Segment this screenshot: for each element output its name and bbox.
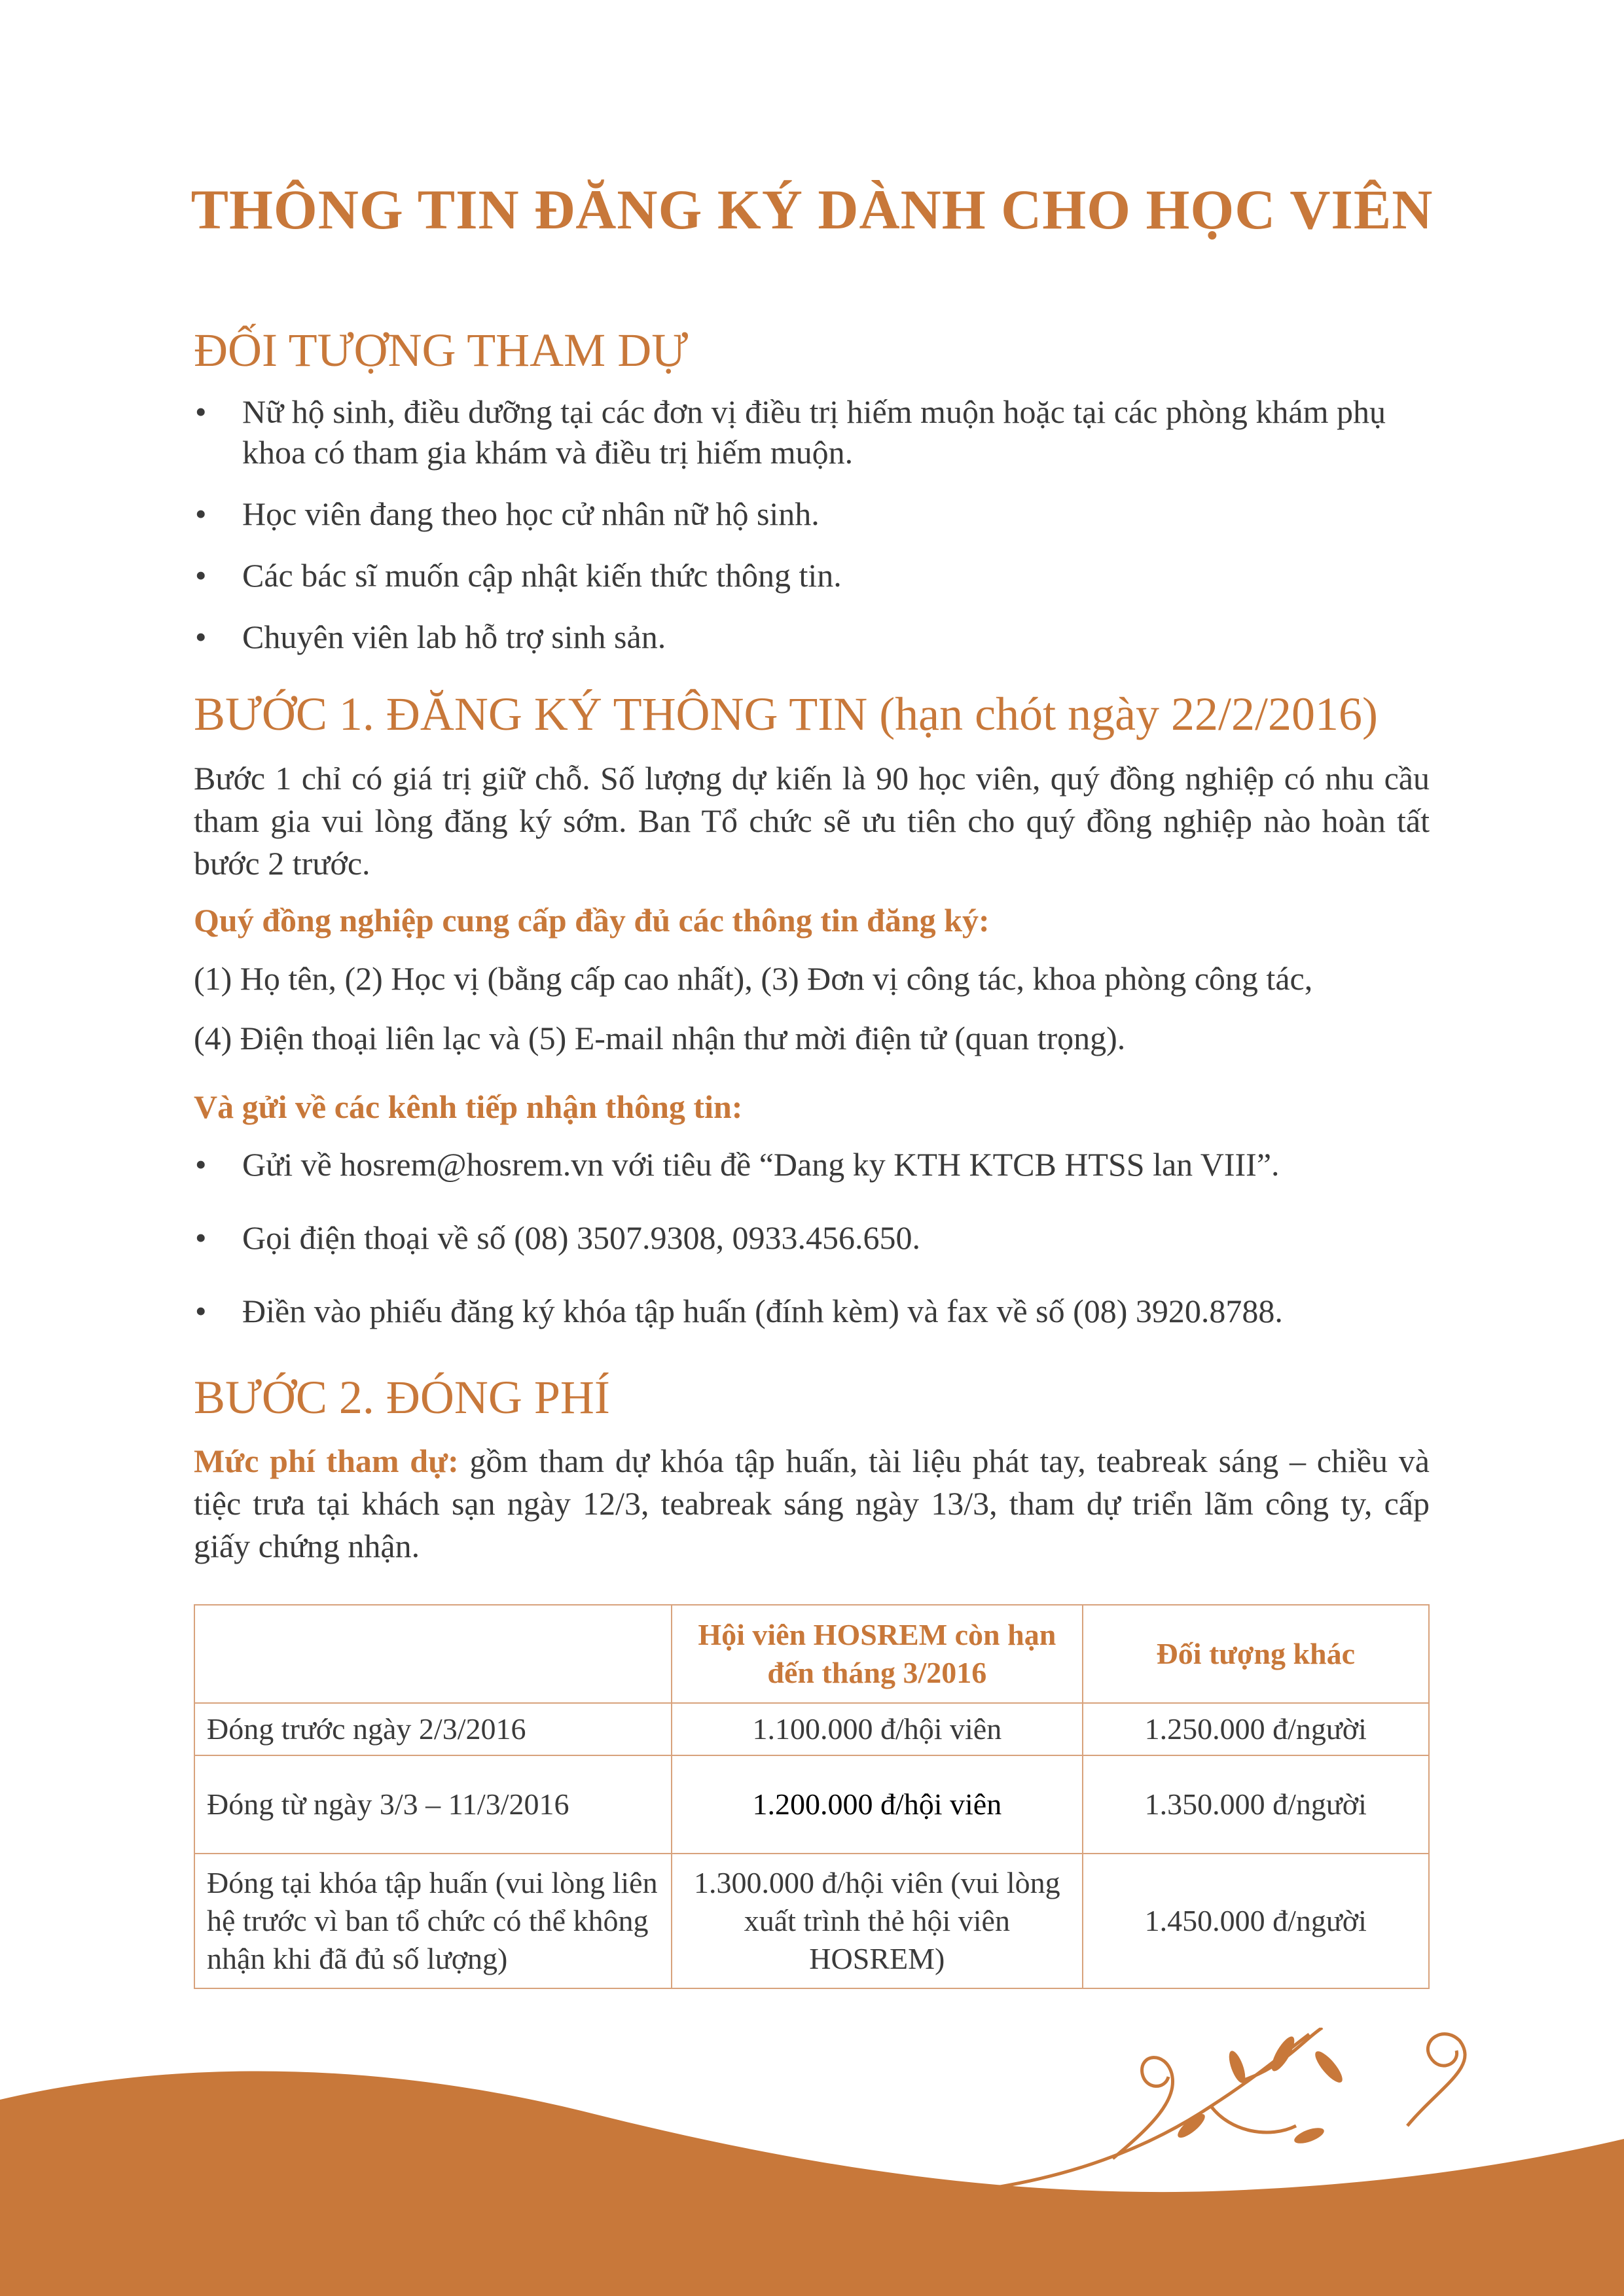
info-line-2: (4) Điện thoại liên lạc và (5) E-mail nhận thư mời điện tử (quan trọng). xyxy=(194,1019,1126,1056)
list-item: • Học viên đang theo học cử nhân nữ hộ sinh. xyxy=(194,493,1430,534)
fee-description xyxy=(194,1440,1430,1568)
footer-wave-shape xyxy=(0,2071,1624,2296)
step1-intro: Bước 1 chỉ có giá trị giữ chỗ. Số lượng dự kiến là 90 học viên, quý đồng nghiệp có nhu cầu tham gia vui lòng đăng ký sớm. Ban Tổ chức sẽ ưu tiên cho quý đồng nghiệp nào hoàn tất bước 2 trước. xyxy=(194,759,1430,882)
table-cell: 1.350.000 đ/người xyxy=(1083,1755,1430,1854)
table-cell: Đóng trước ngày 2/3/2016 xyxy=(194,1703,672,1755)
table-cell: 1.100.000 đ/hội viên xyxy=(672,1703,1082,1755)
fee-label: Mức phí tham dự: xyxy=(194,1443,459,1480)
table-row xyxy=(194,1854,1429,1988)
info-line-1: (1) Họ tên, (2) Học vị (bằng cấp cao nhất), (3) Đơn vị công tác, khoa phòng công tác, xyxy=(194,960,1313,997)
list-item: • Nữ hộ sinh, điều dưỡng tại các đơn vị điều trị hiếm muộn hoặc tại các phòng khám phụ khoa có tham gia khám và điều trị hiếm muộn. xyxy=(194,391,1430,473)
table-cell: 1.250.000 đ/người xyxy=(1083,1703,1430,1755)
participants-list xyxy=(194,391,1430,657)
table-header-cell xyxy=(194,1605,672,1703)
list-item: • Điền vào phiếu đăng ký khóa tập huấn (đính kèm) và fax về số (08) 3920.8788. xyxy=(194,1291,1430,1331)
fee-text: gồm tham dự khóa tập huấn, tài liệu phát tay, teabreak sáng – chiều và tiệc trưa tại khách sạn ngày 12/3, teabreak sáng ngày 13/3, tham dự triển lãm công ty, cấp giấy chứng nhận. xyxy=(194,1443,1430,1565)
channels-label: Và gửi về các kênh tiếp nhận thông tin: xyxy=(194,1088,743,1125)
table-cell: 1.450.000 đ/người xyxy=(1083,1854,1430,1988)
section-heading-step1: BƯỚC 1. ĐĂNG KÝ THÔNG TIN (hạn chót ngày 22/2/2016) xyxy=(194,688,1379,741)
footer-wave-decoration xyxy=(0,2028,1624,2296)
table-row xyxy=(194,1703,1429,1755)
list-item: • Các bác sĩ muốn cập nhật kiến thức thông tin. xyxy=(194,555,1430,596)
floral-leaves xyxy=(1174,2034,1346,2147)
table-cell: Đóng từ ngày 3/3 – 11/3/2016 xyxy=(194,1755,672,1854)
document-body xyxy=(194,314,1430,1989)
table-cell: Đóng tại khóa tập huấn (vui lòng liên hệ trước vì ban tổ chức có thể không nhận khi đã đủ số lượng) xyxy=(194,1854,672,1988)
fee-table xyxy=(194,1604,1430,1989)
table-cell: 1.200.000 đ/hội viên xyxy=(672,1755,1082,1854)
section-heading-participants: ĐỐI TƯỢNG THAM DỰ xyxy=(194,324,689,376)
table-cell: 1.300.000 đ/hội viên (vui lòng xuất trình thẻ hội viên HOSREM) xyxy=(672,1854,1082,1988)
list-item: • Gọi điện thoại về số (08) 3507.9308, 0933.456.650. xyxy=(194,1217,1430,1258)
list-item: • Gửi về hosrem@hosrem.vn với tiêu đề “Dang ky KTH KTCB HTSS lan VIII”. xyxy=(194,1144,1430,1185)
list-item: • Chuyên viên lab hỗ trợ sinh sản. xyxy=(194,617,1430,657)
table-header-cell: Hội viên HOSREM còn hạn đến tháng 3/2016 xyxy=(672,1605,1082,1703)
table-row xyxy=(194,1755,1429,1854)
channels-list xyxy=(194,1144,1430,1331)
info-label: Quý đồng nghiệp cung cấp đầy đủ các thông tin đăng ký: xyxy=(194,901,990,939)
table-header-cell: Đối tượng khác xyxy=(1083,1605,1430,1703)
section-heading-step2: BƯỚC 2. ĐÓNG PHÍ xyxy=(194,1371,610,1424)
floral-vine-icon xyxy=(969,2028,1465,2191)
table-header-row xyxy=(194,1605,1429,1703)
page-title: THÔNG TIN ĐĂNG KÝ DÀNH CHO HỌC VIÊN xyxy=(190,178,1434,241)
